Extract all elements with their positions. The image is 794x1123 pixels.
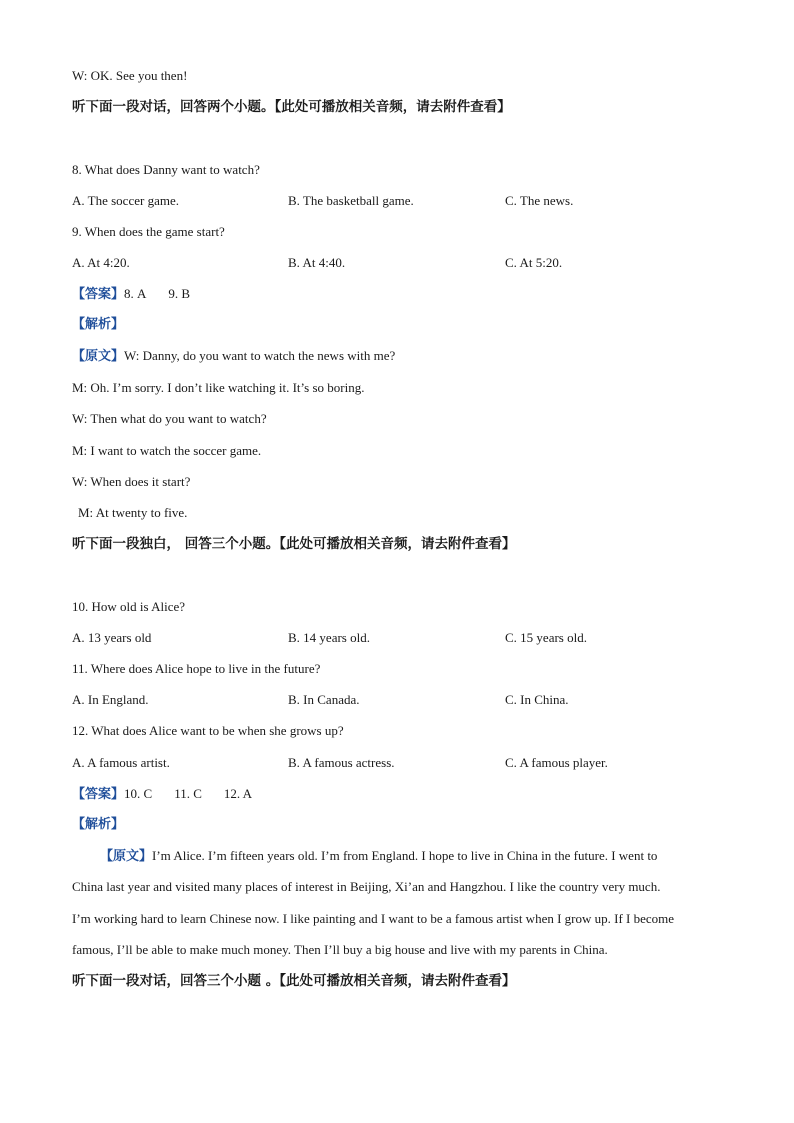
q9-option-b: B. At 4:40. bbox=[288, 255, 346, 270]
q8-option-b: B. The basketball game. bbox=[288, 193, 414, 208]
answer-tag: 【答案】 bbox=[72, 287, 125, 302]
analysis-tag: 【解析】 bbox=[72, 817, 125, 832]
q12-option-c: C. A famous player. bbox=[505, 755, 608, 770]
q8-option-a: A. The soccer game. bbox=[72, 193, 179, 208]
original-tag: 【原文】 bbox=[72, 349, 125, 364]
q9-option-c: C. At 5:20. bbox=[505, 255, 563, 270]
q10-option-c: C. 15 years old. bbox=[505, 630, 587, 645]
q11-option-c: C. In China. bbox=[505, 692, 569, 707]
answer-value: 12. A bbox=[223, 786, 253, 801]
instruction-line: 听下面一段对话，回答两个小题。【此处可播放相关音频，请去附件查看】 bbox=[72, 99, 511, 115]
answer-value: 9. B bbox=[168, 286, 191, 301]
question-12: 12. What does Alice want to be when she grows up? bbox=[72, 723, 344, 738]
instruction-line: 听下面一段对话，回答三个小题 。【此处可播放相关音频，请去附件查看】 bbox=[72, 973, 516, 989]
dialogue-line: W: OK. See you then! bbox=[72, 68, 188, 83]
answer-value: 8. A bbox=[124, 286, 147, 301]
analysis-tag: 【解析】 bbox=[72, 317, 125, 332]
q12-option-b: B. A famous actress. bbox=[288, 755, 395, 770]
original-text-line bbox=[72, 347, 395, 366]
answer-value: 10. C bbox=[124, 786, 153, 801]
q10-option-b: B. 14 years old. bbox=[288, 630, 370, 645]
dialogue-line: M: Oh. I’m sorry. I don’t like watching it. It’s so boring. bbox=[72, 380, 365, 395]
monologue-line: famous, I’ll be able to make much money. Then I’ll buy a big house and live with my parents in China. bbox=[72, 942, 608, 957]
monologue-text: I’m Alice. I’m fifteen years old. I’m from England. I hope to live in China in the future. I went to bbox=[152, 848, 658, 863]
q8-option-c: C. The news. bbox=[505, 193, 574, 208]
answer-line bbox=[72, 285, 190, 304]
monologue-line: I’m working hard to learn Chinese now. I like painting and I want to be a famous artist when I grow up. If I become bbox=[72, 911, 675, 926]
q11-option-b: B. In Canada. bbox=[288, 692, 360, 707]
question-10: 10. How old is Alice? bbox=[72, 599, 186, 614]
question-11: 11. Where does Alice hope to live in the future? bbox=[72, 661, 321, 676]
dialogue-line: W: Danny, do you want to watch the news with me? bbox=[124, 348, 396, 363]
original-tag: 【原文】 bbox=[100, 849, 153, 864]
dialogue-line: M: At twenty to five. bbox=[78, 505, 188, 520]
dialogue-line: W: Then what do you want to watch? bbox=[72, 411, 267, 426]
q11-option-a: A. In England. bbox=[72, 692, 149, 707]
instruction-line: 听下面一段独白， 回答三个小题。【此处可播放相关音频，请去附件查看】 bbox=[72, 536, 516, 552]
dialogue-line: W: When does it start? bbox=[72, 474, 191, 489]
q12-option-a: A. A famous artist. bbox=[72, 755, 170, 770]
monologue-line bbox=[100, 847, 657, 866]
q9-option-a: A. At 4:20. bbox=[72, 255, 130, 270]
dialogue-line: M: I want to watch the soccer game. bbox=[72, 443, 262, 458]
monologue-line: China last year and visited many places of interest in Beijing, Xi’an and Hangzhou. I like the country very much. bbox=[72, 879, 661, 894]
answer-line bbox=[72, 785, 252, 804]
q10-option-a: A. 13 years old bbox=[72, 630, 152, 645]
question-9: 9. When does the game start? bbox=[72, 224, 225, 239]
answer-tag: 【答案】 bbox=[72, 787, 125, 802]
question-8: 8. What does Danny want to watch? bbox=[72, 162, 260, 177]
answer-value: 11. C bbox=[174, 786, 202, 801]
